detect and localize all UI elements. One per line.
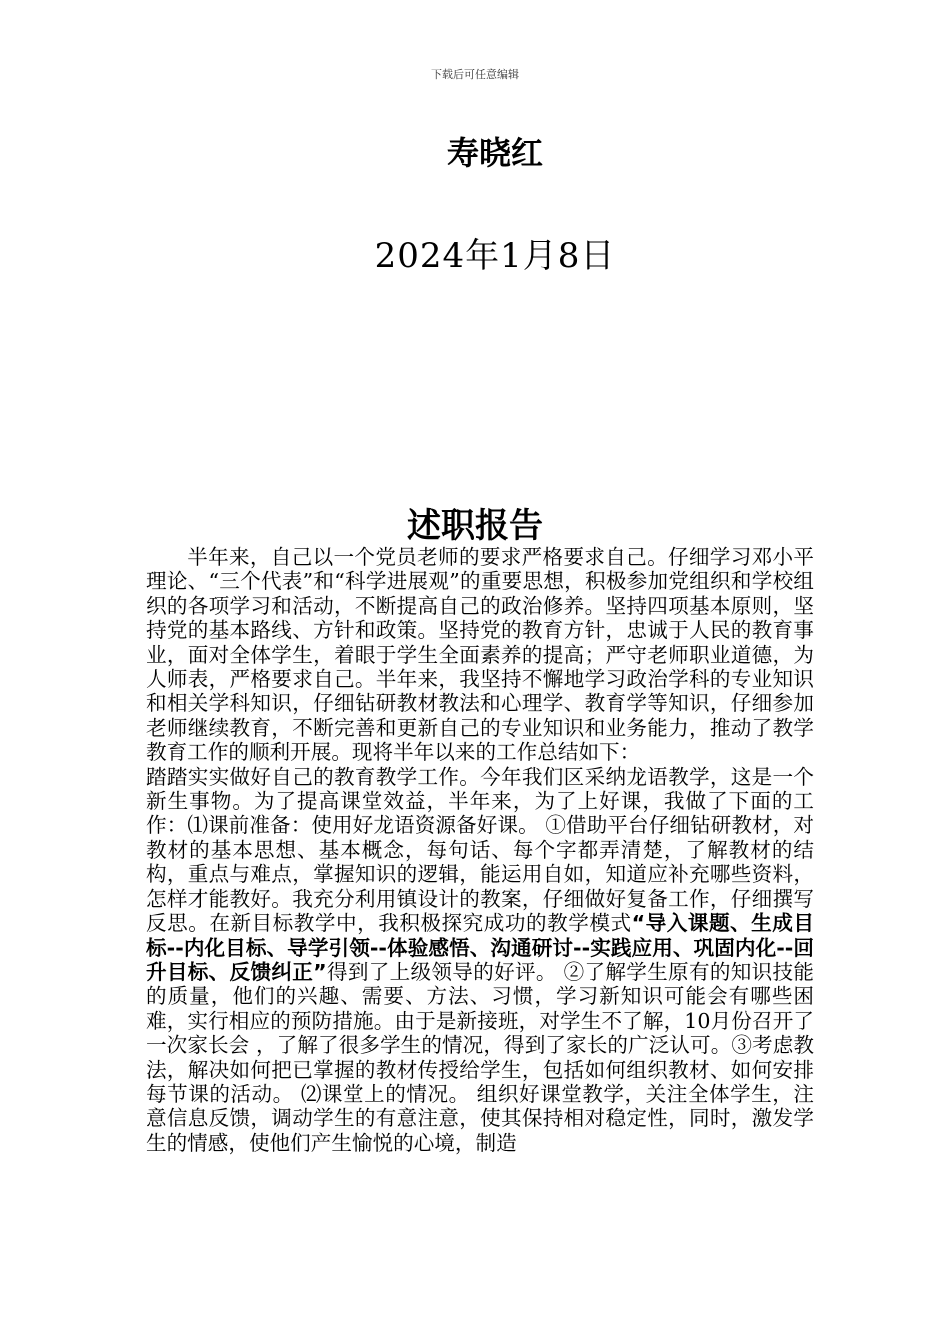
report-title: 述职报告 (407, 506, 543, 546)
teaching-model-emphasis: “导入课题、生成目标--内化目标、导学引领--体验感悟、沟通研讨--实践应用、巩固内化--回升目标、反馈纠正” (146, 911, 814, 984)
header-note: 下载后可任意编辑 (431, 68, 519, 81)
paragraph-2-text-a: 踏踏实实做好自己的教育教学工作。今年我们区采纳龙语教学，这是一个新生事物。为了提高课堂效益，半年来，为了上好课，我做了下面的工作：⑴课前准备：使用好龙语资源备好课。 ①借助平台仔细钻研教材，对教材的基本思想、基本概念，每句话、每个字都弄清楚，了解教材的结构，重点与难点，掌握知识的逻辑，能运用自如，知道应补充哪些资料，怎样才能教好。我充分利用镇设计的教案，仔细做好复备工作，仔细撰写反思。在新目标教学中，我积极探究成功的教学模式 (146, 764, 814, 936)
report-body (146, 545, 814, 1155)
paragraph-1: 半年来，自己以一个党员老师的要求严格要求自己。仔细学习邓小平理论、“三个代表”和“科学进展观”的重要思想，积极参加党组织和学校组织的各项学习和活动，不断提高自己的政治修养。坚持四项基本原则，坚持党的基本路线、方针和政策。坚持党的教育方针，忠诚于人民的教育事业，面对全体学生，着眼于学生全面素养的提高；严守老师职业道德，为人师表，严格要求自己。半年来，我坚持不懈地学习政治学科的专业知识和相关学科知识，仔细钻研教材教法和心理学、教育学等知识，仔细参加老师继续教育，不断完善和更新自己的专业知识和业务能力，推动了教学教育工作的顺利开展。现将半年以来的工作总结如下： (146, 545, 814, 765)
document-date: 2024年1月8日 (374, 236, 616, 276)
paragraph-2 (146, 765, 814, 1156)
author-name: 寿晓红 (446, 134, 543, 172)
paragraph-2-text-b: 得到了上级领导的好评。 ②了解学生原有的知识技能的质量，他们的兴趣、需要、方法、习惯，学习新知识可能会有哪些困难，实行相应的预防措施。由于是新接班，对学生不了解，10月份召开了一次家长会 ，了解了很多学生的情况，得到了家长的广泛认可。③考虑教法，解决如何把已掌握的教材传授给学生，包括如何组织教材、如何安排每节课的活动。 ⑵课堂上的情况。 组织好课堂教学，关注全体学生，注意信息反馈，调动学生的有意注意，使其保持相对稳定性，同时，激发学生的情感，使他们产生愉悦的心境，制造 (146, 959, 814, 1155)
